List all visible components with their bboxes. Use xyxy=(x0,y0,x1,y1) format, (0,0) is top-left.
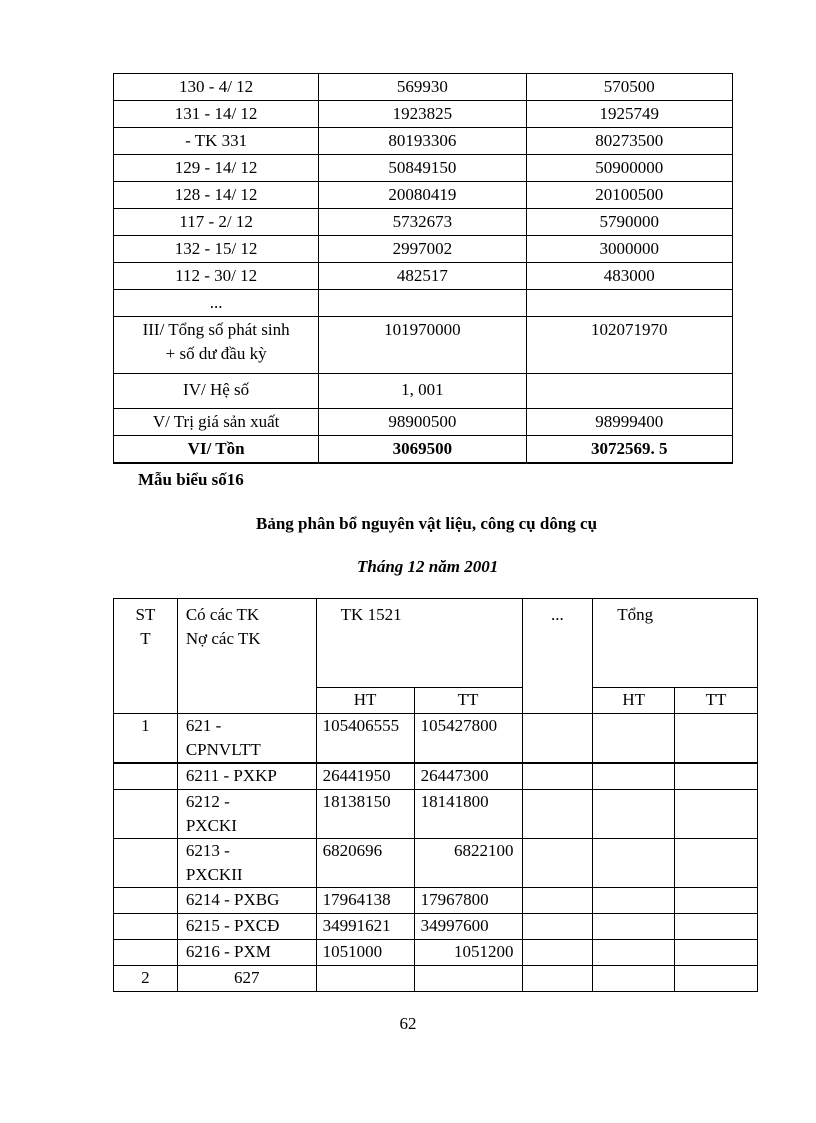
empty-cell xyxy=(593,839,675,888)
table-row xyxy=(114,888,758,914)
cell-value: 98999400 xyxy=(526,409,732,436)
empty-cell xyxy=(114,888,178,914)
empty-cell xyxy=(675,966,758,992)
empty-cell xyxy=(522,790,593,839)
account-cell: 6214 - PXBG xyxy=(177,888,316,914)
row-label: V/ Trị giá sản xuất xyxy=(114,409,319,436)
account-line2: PXCKII xyxy=(185,865,243,884)
cell-value: 5790000 xyxy=(526,209,732,236)
cell-value: 50900000 xyxy=(526,155,732,182)
tt-cell: 34997600 xyxy=(414,914,522,940)
cell-value: 569930 xyxy=(319,74,526,101)
header-row xyxy=(114,599,758,688)
table-row xyxy=(114,128,733,155)
table-row xyxy=(114,236,733,263)
account-line1: 6213 - xyxy=(185,841,230,860)
row-label: 117 - 2/ 12 xyxy=(114,209,319,236)
account-cell: 6216 - PXM xyxy=(177,940,316,966)
account-cell xyxy=(177,714,316,764)
empty-cell xyxy=(414,966,522,992)
empty-cell xyxy=(593,763,675,790)
row-label: 129 - 14/ 12 xyxy=(114,155,319,182)
empty-cell xyxy=(593,790,675,839)
table-row xyxy=(114,290,733,317)
empty-cell xyxy=(593,914,675,940)
account-cell: 6211 - PXKP xyxy=(177,763,316,790)
total-label xyxy=(114,317,319,374)
empty-cell xyxy=(114,790,178,839)
stt-header-line1: ST xyxy=(135,605,156,624)
account-cell xyxy=(177,790,316,839)
cell-value: 80193306 xyxy=(319,128,526,155)
accounts-header-line2: Nợ các TK xyxy=(185,629,261,648)
total-label-line1: III/ Tổng số phát sinh xyxy=(142,320,290,339)
table-row xyxy=(114,74,733,101)
cell-value: 2997002 xyxy=(319,236,526,263)
table-row xyxy=(114,263,733,290)
account-line2: CPNVLTT xyxy=(185,740,261,759)
cell-value: 20080419 xyxy=(319,182,526,209)
total-tt-header: TT xyxy=(675,688,758,714)
cell-value: 98900500 xyxy=(319,409,526,436)
total-label-line2: + số dư đầu kỳ xyxy=(165,344,267,363)
page-number: 62 xyxy=(399,1014,417,1033)
total-ht-header: HT xyxy=(593,688,675,714)
table-row xyxy=(114,763,758,790)
summary-table xyxy=(113,73,733,464)
ellipsis-header: ... xyxy=(522,599,593,714)
cell-value: 1923825 xyxy=(319,101,526,128)
row-label: 131 - 14/ 12 xyxy=(114,101,319,128)
tt-cell: 17967800 xyxy=(414,888,522,914)
total-row xyxy=(114,317,733,374)
ht-cell: 105406555 xyxy=(316,714,414,764)
empty-cell xyxy=(675,790,758,839)
table-row xyxy=(114,101,733,128)
row-label: 132 - 15/ 12 xyxy=(114,236,319,263)
cell-value: 101970000 xyxy=(319,317,526,374)
stt-header-line2: T xyxy=(140,629,151,648)
empty-cell xyxy=(675,940,758,966)
cell-value: 20100500 xyxy=(526,182,732,209)
empty-cell xyxy=(316,966,414,992)
month-title: Tháng 12 năm 2001 xyxy=(357,557,499,576)
cell-value: 1925749 xyxy=(526,101,732,128)
ht-cell: 18138150 xyxy=(316,790,414,839)
stt-cell: 2 xyxy=(114,966,178,992)
ht-cell: 34991621 xyxy=(316,914,414,940)
cell-value: 570500 xyxy=(526,74,732,101)
cell-value xyxy=(526,290,732,317)
empty-cell xyxy=(675,888,758,914)
account-cell: 627 xyxy=(177,966,316,992)
table-row xyxy=(114,966,758,992)
account-cell: 6215 - PXCĐ xyxy=(177,914,316,940)
row-label: IV/ Hệ số xyxy=(114,374,319,409)
cell-value xyxy=(319,290,526,317)
table-row xyxy=(114,790,758,839)
empty-cell xyxy=(675,714,758,764)
empty-cell xyxy=(522,888,593,914)
empty-cell xyxy=(593,714,675,764)
row-label: - TK 331 xyxy=(114,128,319,155)
table-title: Bảng phân bổ nguyên vật liệu, công cụ dông cụ xyxy=(256,514,598,533)
stock-row xyxy=(114,436,733,464)
empty-cell xyxy=(522,966,593,992)
row-label: ... xyxy=(114,290,319,317)
tt-cell: 18141800 xyxy=(414,790,522,839)
tt-cell: 1051200 xyxy=(414,940,522,966)
empty-cell xyxy=(114,914,178,940)
ht-cell: 1051000 xyxy=(316,940,414,966)
ht-cell: 17964138 xyxy=(316,888,414,914)
table-row xyxy=(114,914,758,940)
empty-cell xyxy=(593,888,675,914)
cell-value: 50849150 xyxy=(319,155,526,182)
ht-cell: 26441950 xyxy=(316,763,414,790)
empty-cell xyxy=(114,940,178,966)
row-label: 130 - 4/ 12 xyxy=(114,74,319,101)
empty-cell xyxy=(522,763,593,790)
empty-cell xyxy=(675,839,758,888)
tt-cell: 26447300 xyxy=(414,763,522,790)
cell-value: 5732673 xyxy=(319,209,526,236)
cell-value: 483000 xyxy=(526,263,732,290)
empty-cell xyxy=(522,839,593,888)
tt-cell: 105427800 xyxy=(414,714,522,764)
table-row xyxy=(114,839,758,888)
tk1521-header: TK 1521 xyxy=(316,599,522,688)
ht-cell: 6820696 xyxy=(316,839,414,888)
cell-value: 482517 xyxy=(319,263,526,290)
empty-cell xyxy=(522,940,593,966)
tt-cell: 6822100 xyxy=(414,839,522,888)
table-row xyxy=(114,714,758,764)
stt-cell: 1 xyxy=(114,714,178,764)
empty-cell xyxy=(522,914,593,940)
cell-value: 1, 001 xyxy=(319,374,526,409)
accounts-header-line1: Có các TK xyxy=(185,605,260,624)
production-row xyxy=(114,409,733,436)
empty-cell xyxy=(593,966,675,992)
row-label: VI/ Tồn xyxy=(114,436,319,464)
empty-cell xyxy=(522,714,593,764)
cell-value xyxy=(526,374,732,409)
allocation-table xyxy=(113,598,758,992)
empty-cell xyxy=(675,914,758,940)
account-line2: PXCKI xyxy=(185,816,237,835)
accounts-header xyxy=(177,599,316,714)
row-label: 128 - 14/ 12 xyxy=(114,182,319,209)
empty-cell xyxy=(593,940,675,966)
cell-value: 3000000 xyxy=(526,236,732,263)
total-header: Tổng xyxy=(593,599,758,688)
form-label: Mẫu biểu số16 xyxy=(138,470,244,489)
cell-value: 80273500 xyxy=(526,128,732,155)
cell-value: 3072569. 5 xyxy=(526,436,732,464)
table-row xyxy=(114,209,733,236)
empty-cell xyxy=(675,763,758,790)
tt-header: TT xyxy=(414,688,522,714)
empty-cell xyxy=(114,763,178,790)
empty-cell xyxy=(114,839,178,888)
account-line1: 6212 - xyxy=(185,792,230,811)
account-cell xyxy=(177,839,316,888)
table-row xyxy=(114,940,758,966)
cell-value: 102071970 xyxy=(526,317,732,374)
row-label: 112 - 30/ 12 xyxy=(114,263,319,290)
cell-value: 3069500 xyxy=(319,436,526,464)
stt-header xyxy=(114,599,178,714)
table-row xyxy=(114,182,733,209)
table-row xyxy=(114,155,733,182)
ht-header: HT xyxy=(316,688,414,714)
coef-row xyxy=(114,374,733,409)
account-line1: 621 - xyxy=(185,716,222,735)
